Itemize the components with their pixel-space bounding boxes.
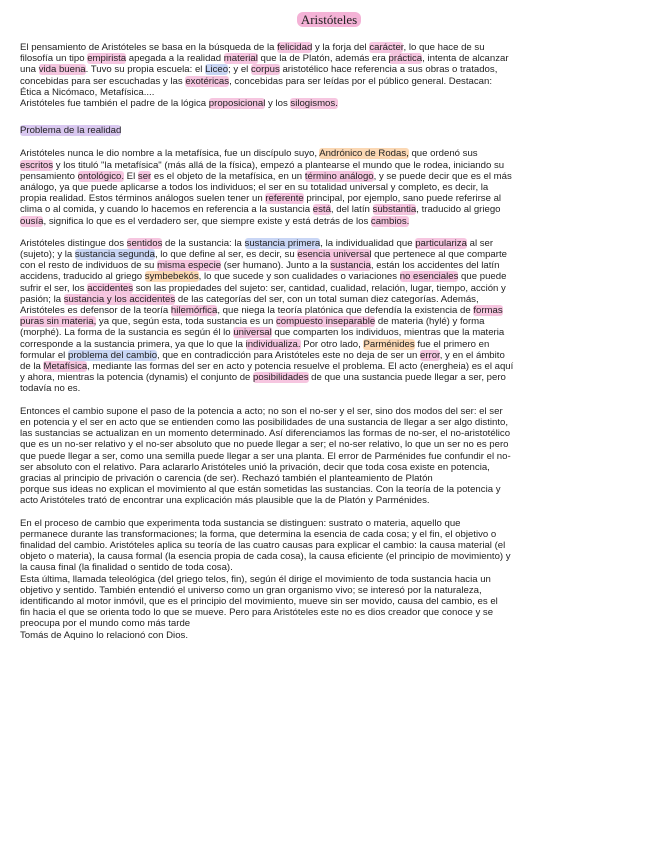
text-run: , traducido al griego <box>416 204 501 216</box>
highlighted-term: sustancia y los accidentes <box>63 293 176 305</box>
text-run: objetivo y sentido. También entendió el universo como un gran organismo vivo; se interesó por la naturaleza, <box>20 584 482 596</box>
document-title-text: Aristóteles <box>297 12 361 27</box>
text-line <box>20 529 638 540</box>
text-run: En el proceso de cambio que experimenta toda sustancia se distinguen: sustrato o materia, aquello que <box>20 517 461 529</box>
highlighted-term: está <box>312 204 331 216</box>
text-run: , lo que hace de su <box>403 42 485 53</box>
highlighted-term: substantia <box>372 204 417 216</box>
text-line <box>20 462 638 473</box>
highlighted-term: referente <box>265 193 304 205</box>
text-line <box>20 283 638 294</box>
text-run: , significa lo que es el verdadero ser, que siempre existe y está detrás de los <box>43 215 371 227</box>
text-run: formular el <box>20 349 68 361</box>
text-line <box>20 361 638 372</box>
document-title <box>20 12 638 28</box>
text-line <box>20 148 638 159</box>
text-line <box>20 596 638 607</box>
text-line <box>20 182 638 193</box>
text-run: Aristóteles es defensor de la teoría <box>20 305 171 317</box>
text-run: Por otro lado, <box>300 338 364 350</box>
paragraph <box>20 148 638 226</box>
paragraph <box>20 406 638 507</box>
document-page <box>20 10 638 652</box>
text-run: pasión; la <box>20 293 64 305</box>
text-line <box>20 76 638 87</box>
highlighted-term: corpus <box>250 64 280 76</box>
text-run: clima o al comida, y cuando lo hacemos en referencia a la sustancia <box>20 204 313 216</box>
text-line <box>20 87 638 98</box>
highlighted-term: sentidos <box>126 237 163 249</box>
text-run: finalidad del cambio. Aristóteles aplica su teoría de las cuatro causas para explicar el cambio: la causa material (el <box>20 539 506 551</box>
highlighted-term: vida buena <box>38 64 86 76</box>
text-run: Aristóteles nunca le dio nombre a la metafísica, fue un discípulo suyo, <box>20 148 320 160</box>
text-line <box>20 540 638 551</box>
highlighted-term: no esenciales <box>399 271 459 283</box>
text-run: que es un no-ser relativo y el no-ser absoluto que no puede llegar a ser; el no-ser relativo, lo que un ser no es pero <box>20 439 509 451</box>
text-run: , del latín <box>330 204 373 216</box>
text-line <box>20 339 638 350</box>
text-run: identificando al motor inmóvil, que es el principio del movimiento, mueve sin ser movido, causa del cambio, es el <box>20 595 498 607</box>
text-line <box>20 473 638 484</box>
text-line <box>20 305 638 316</box>
highlighted-term: misma especie <box>157 260 222 272</box>
text-run: sufrir el ser, los <box>20 282 88 294</box>
text-run: , que niega la teoría platónica que defendía la existencia de <box>217 305 474 317</box>
text-run: de materia (hylé) y forma <box>375 316 485 328</box>
text-run: El pensamiento de Aristóteles se basa en la búsqueda de la <box>20 42 278 53</box>
text-line <box>20 484 638 495</box>
text-run: y los tituló "la metafísica" (más allá de la física), empezó a plantearse el mundo que le rodea, iniciando su <box>53 159 505 171</box>
highlighted-term: felicidad <box>277 42 313 53</box>
text-line <box>20 271 638 282</box>
text-run: ser absoluto con el relativo. Para aclararlo Aristóteles unió la privación, decir que toda cosa existe en potencia, <box>20 461 490 473</box>
text-run: corresponde a la sustancia primera, ya que lo que la <box>20 338 246 350</box>
text-run: de que una sustancia puede llegar a ser, pero <box>308 372 506 384</box>
text-line <box>20 294 638 305</box>
highlighted-term: esencia universal <box>297 249 372 261</box>
highlighted-term: ontológico. <box>77 170 125 182</box>
highlighted-term: universal <box>233 327 272 339</box>
highlighted-term: particulariza <box>415 237 467 249</box>
highlighted-term: formas <box>473 305 503 317</box>
text-line <box>20 350 638 361</box>
text-run: , intenta de alcanzar <box>422 53 509 65</box>
text-run: permanece durante las transformaciones; la forma, que determina la esencia de cada cosa; y el fin, el objetivo o <box>20 528 497 540</box>
text-run: filosofía un tipo <box>20 53 88 65</box>
text-line <box>20 260 638 271</box>
text-run: acto Aristóteles trató de encontrar una explicación más plausible que la de Platón y Parménides. <box>20 495 430 507</box>
text-run: Tomás de Aquino lo relacionó con Dios. <box>20 629 188 641</box>
text-run: (ser humano). Junto a la <box>221 260 331 272</box>
text-run: (morphé). La forma de la sustancia es según él lo <box>20 327 234 339</box>
text-run: propia realidad. Estos términos análogos suelen tener un <box>20 193 266 205</box>
text-run: aristotélico hace referencia a sus obras o tratados, <box>279 64 498 76</box>
highlighted-term: error <box>419 349 440 361</box>
text-line <box>20 98 638 109</box>
text-line <box>20 585 638 596</box>
text-run: gracias al principio de privación o carencia (de ser). Rechazó también el planteamiento de Platón <box>20 472 433 484</box>
text-run: accidens, traducido al griego <box>20 271 145 283</box>
text-line <box>20 249 638 260</box>
highlighted-term: empirista <box>87 53 127 65</box>
text-run: y la forja del <box>312 42 370 53</box>
text-line <box>20 439 638 450</box>
text-line <box>20 428 638 439</box>
highlighted-term: proposicional <box>208 98 266 110</box>
highlighted-term: problema del cambio <box>67 349 158 361</box>
text-run: en potencia y el ser en acto que se entienden como las posibilidades de una sustancia de llegar a ser algo distinto, <box>20 416 508 428</box>
text-run: , que en contradicción para Aristóteles este no deja de ser un <box>157 349 420 361</box>
text-line <box>20 193 638 204</box>
text-run: la causa final (la finalidad o sentido de toda cosa). <box>20 562 233 574</box>
text-line <box>20 64 638 75</box>
highlighted-term: Parménides <box>363 338 415 350</box>
text-line <box>20 406 638 417</box>
text-run: El <box>124 170 138 182</box>
text-run: todavía no es. <box>20 383 81 395</box>
text-run: que pertenece al que comparte <box>371 249 507 261</box>
text-run: . Tuvo su propia escuela: el <box>85 64 206 76</box>
text-run: ya que, según esta, toda sustancia es un <box>96 316 276 328</box>
text-run: preocupa por el mundo como más tarde <box>20 618 191 630</box>
text-line <box>20 383 638 394</box>
highlighted-term: escritos <box>20 159 54 171</box>
highlighted-term: sustancia primera <box>244 237 321 249</box>
text-run: de la sustancia: la <box>162 237 245 249</box>
text-line <box>20 607 638 618</box>
text-line <box>20 417 638 428</box>
highlighted-term: symbebekós <box>144 271 199 283</box>
text-run: porque sus ideas no explican el movimiento al que están sometidas las sustancias. Con la teoría de la potencia y <box>20 484 501 496</box>
highlighted-term: carácter <box>369 42 404 53</box>
text-run: Entonces el cambio supone el paso de la potencia a acto; no son el no-ser y el ser, sino dos modos del ser: el ser <box>20 405 503 417</box>
text-run: al ser <box>466 237 494 249</box>
text-run: , y en el ámbito <box>439 349 505 361</box>
text-run: objeto o materia), la causa formal (la esencia propia de cada cosa), la causa eficiente (el principio de movimiento) y <box>20 551 511 563</box>
highlighted-term: compuesto inseparable <box>276 316 376 328</box>
text-run: , lo que define al ser, es decir, su <box>154 249 298 261</box>
text-line <box>20 551 638 562</box>
text-run: y ahora, mientras la potencia (dynamis) el conjunto de <box>20 372 254 384</box>
text-run: (sujeto); y la <box>20 249 75 261</box>
section-heading: Problema de la realidad <box>20 125 122 137</box>
text-run: que puede <box>458 271 507 283</box>
highlighted-term: silogismos. <box>290 98 338 110</box>
text-run: es el objeto de la metafísica, en un <box>151 170 305 182</box>
text-line <box>20 372 638 383</box>
text-run: pensamiento <box>20 170 78 182</box>
text-line <box>20 327 638 338</box>
text-line <box>20 574 638 585</box>
text-run: que puede llegar a ser, como una semilla puede llegar a ser una planta. El error de Parménides fue confundir el no- <box>20 450 511 462</box>
text-line <box>20 562 638 573</box>
highlighted-term: cambios. <box>370 215 410 227</box>
paragraph <box>20 42 638 109</box>
text-run: Aristóteles fue también el padre de la lógica <box>20 98 209 110</box>
text-run: una <box>20 64 39 76</box>
highlighted-term: ousía <box>20 215 44 227</box>
highlighted-term: sustancia segunda <box>74 249 155 261</box>
highlighted-term: hilemórfica <box>170 305 218 317</box>
text-run: Aristóteles distingue dos <box>20 237 127 249</box>
text-run: con el resto de individuos de su <box>20 260 158 272</box>
text-line <box>20 451 638 462</box>
text-run: concebidas para ser escuchadas y las <box>20 75 186 87</box>
text-line <box>20 160 638 171</box>
text-run: de la <box>20 361 44 373</box>
text-line <box>20 630 638 641</box>
highlighted-term: sustancia <box>330 260 371 272</box>
text-line <box>20 618 638 629</box>
highlighted-term: posibilidades <box>253 372 309 384</box>
highlighted-term: accidentes <box>87 282 134 294</box>
text-run: , y se puede decir que es el más <box>373 170 512 182</box>
highlighted-term: puras sin materia, <box>20 316 97 328</box>
text-run: , mediante las formas del ser en acto y potencia resuelve el problema. El acto (energheia) es el aquí <box>87 361 514 373</box>
text-line <box>20 238 638 249</box>
text-line <box>20 216 638 227</box>
text-run: fue el primero en <box>414 338 490 350</box>
text-run: , concebidas para ser leídas por el público general. Destacan: <box>229 75 492 87</box>
text-run: son las propiedades del sujeto: ser, cantidad, cualidad, relación, lugar, tiempo, acción y <box>133 282 506 294</box>
text-line <box>20 518 638 529</box>
text-run: principal, por ejemplo, sano puede referirse al <box>303 193 502 205</box>
text-run: , la individualidad que <box>320 237 416 249</box>
highlighted-term: Liceo <box>205 64 229 76</box>
highlighted-term: individualiza. <box>245 338 301 350</box>
text-run: de las categorías del ser, con un total suman diez categorías. Además, <box>175 293 479 305</box>
text-run: que la de Platón, además era <box>257 53 389 65</box>
highlighted-term: ser <box>137 170 152 182</box>
text-run: fin hacia el que se orienta todo lo que se mueve. Pero para Aristóteles este no es dios creador que conoce y se <box>20 607 494 619</box>
highlighted-term: término análogo <box>304 170 374 182</box>
text-run: apegada a la realidad <box>126 53 224 65</box>
text-run: y los <box>265 98 291 110</box>
text-run: análogo, ya que puede aplicarse a todos los individuos; el ser en su totalidad universal y completo, es decir, la <box>20 182 489 194</box>
paragraph <box>20 238 638 395</box>
paragraph <box>20 518 638 641</box>
text-line <box>20 53 638 64</box>
text-line <box>20 316 638 327</box>
text-line <box>20 42 638 53</box>
text-line <box>20 171 638 182</box>
text-run: Esta última, llamada teleológica (del griego telos, fin), según él dirige el movimiento de toda sustancia hacia un <box>20 573 491 585</box>
text-line <box>20 204 638 215</box>
text-line <box>20 495 638 506</box>
highlighted-term: Metafísica <box>43 361 88 373</box>
text-run: , lo que sucede y son cualidades o variaciones <box>198 271 400 283</box>
highlighted-term: material <box>223 53 258 65</box>
text-run: Ética a Nicómaco, Metafísica.... <box>20 86 155 98</box>
text-run: que ordenó sus <box>408 148 478 160</box>
text-run: , están los accidentes del latín <box>370 260 500 272</box>
text-run: que comparten los individuos, mientras que la materia <box>271 327 505 339</box>
highlighted-term: práctica <box>388 53 423 65</box>
text-run: las sustancias se actualizan en un momento determinado. Así diferenciamos las formas de no-ser, el no-aristotélico <box>20 428 511 440</box>
highlighted-term: Andrónico de Rodas, <box>319 148 409 160</box>
text-run: ; y el <box>228 64 251 76</box>
highlighted-term: exotéricas <box>185 75 230 87</box>
